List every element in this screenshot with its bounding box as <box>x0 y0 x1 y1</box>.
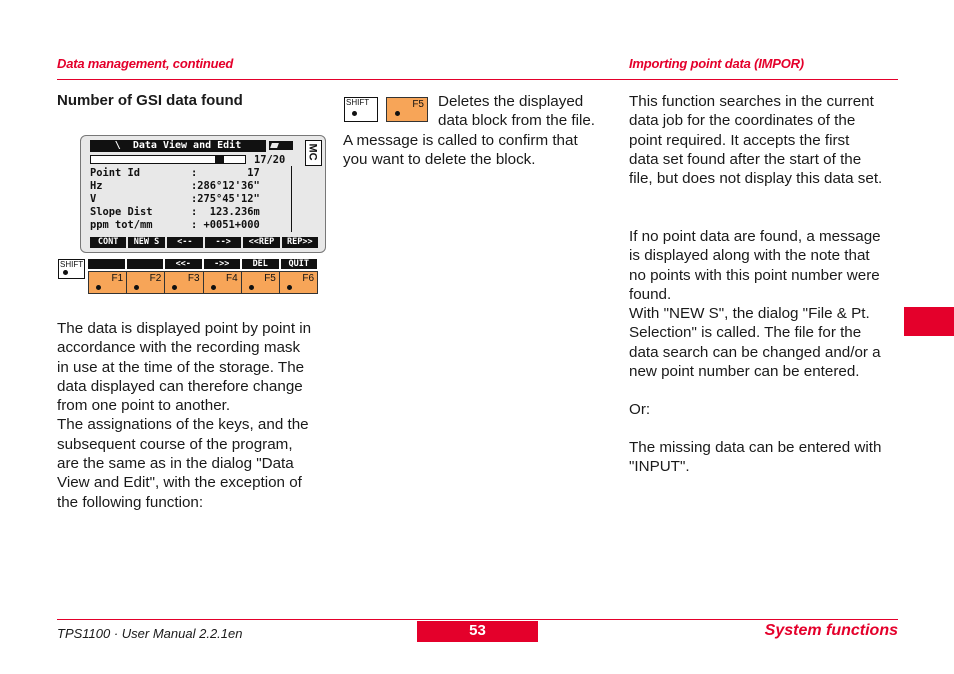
f5-label: F5 <box>264 273 276 284</box>
display-divider <box>291 166 292 232</box>
softkey-rep-fwd[interactable]: REP>> <box>282 237 318 248</box>
key-dot-icon <box>249 285 254 290</box>
shift-label-5: DEL <box>242 259 279 269</box>
shift-key-label: SHIFT <box>346 98 370 107</box>
key-dot-icon <box>172 285 177 290</box>
shift-label-4: ->> <box>204 259 241 269</box>
field-value: : 17 <box>191 167 260 179</box>
function-keys <box>88 271 317 294</box>
softkey-bar <box>90 237 318 248</box>
shift-key[interactable] <box>58 259 85 279</box>
f4-label: F4 <box>226 273 238 284</box>
text-line: Or: <box>629 401 651 418</box>
field-label: Point Id <box>90 167 141 179</box>
f1-key[interactable] <box>88 271 127 294</box>
text-line: new point number can be entered. <box>629 363 860 381</box>
scroll-indicator <box>90 155 246 164</box>
f2-label: F2 <box>149 273 162 284</box>
field-label: Slope Dist <box>90 206 153 218</box>
mode-badge <box>305 140 322 166</box>
text-line: The data is displayed point by point in <box>57 320 312 337</box>
text-line: are the same as in the dialog "Data <box>57 455 294 473</box>
page-number: 53 <box>469 622 486 639</box>
shift-label-3: <<- <box>165 259 202 269</box>
f5-key-label: F5 <box>412 99 424 110</box>
shift-key-inline <box>344 97 378 122</box>
text-line: no points with this point number were <box>629 266 880 284</box>
text-line: This function searches in the current <box>629 93 874 110</box>
field-label: Hz <box>90 180 103 192</box>
f4-key[interactable] <box>203 271 242 294</box>
shift-label-2 <box>127 259 164 269</box>
shift-key-label: SHIFT <box>60 260 84 269</box>
text-line: accordance with the recording mask <box>57 339 301 357</box>
scroll-thumb <box>215 156 224 163</box>
f3-key[interactable] <box>164 271 203 294</box>
key-dot-icon <box>134 285 139 290</box>
key-dot-icon <box>63 270 68 275</box>
running-header-left: Data management, continued <box>57 56 234 71</box>
field-label: ppm tot/mm <box>90 219 153 231</box>
f1-label: F1 <box>111 273 124 284</box>
record-counter: 17/20 <box>254 154 286 166</box>
footer-rule <box>57 619 898 620</box>
softkey-next[interactable]: --> <box>205 237 241 248</box>
text-line: the following function: <box>57 493 204 511</box>
field-value: :275°45'12" <box>191 193 260 205</box>
col3-paragraph-3 <box>629 400 909 419</box>
text-line: data displayed can therefore change <box>57 377 303 395</box>
f6-label: F6 <box>302 273 315 284</box>
text-line: you want to delete the block. <box>343 151 536 169</box>
softkey-prev[interactable]: <-- <box>167 237 203 248</box>
f6-key[interactable] <box>279 271 318 294</box>
field-label: V <box>90 193 97 205</box>
battery-icon <box>269 141 293 150</box>
text-line: Deletes the displayed <box>438 93 584 110</box>
section-heading: Number of GSI data found <box>57 92 243 109</box>
shift-label-6: QUIT <box>281 259 318 269</box>
text-line: data set found after the start of the <box>629 150 862 168</box>
field-value: : 123.236m <box>191 206 260 218</box>
instrument-display <box>80 135 326 253</box>
text-line: The missing data can be entered with <box>629 439 882 456</box>
footer-section-title: System functions <box>764 622 898 639</box>
text-line: data search can be changed and/or a <box>629 343 881 361</box>
f2-key[interactable] <box>126 271 165 294</box>
field-value: : +0051+000 <box>191 219 260 231</box>
col3-paragraph-2 <box>629 227 909 381</box>
text-line: "INPUT". <box>629 458 690 476</box>
text-line: subsequent course of the program, <box>57 435 293 453</box>
field-value: :286°12'36" <box>191 180 260 192</box>
softkey-new-s[interactable]: NEW S <box>128 237 164 248</box>
text-line: View and Edit", with the exception of <box>57 474 302 492</box>
col2-key-description <box>438 92 618 131</box>
text-line: found. <box>629 285 672 303</box>
col3-paragraph-1 <box>629 92 909 188</box>
text-line: data job for the coordinates of the <box>629 112 856 130</box>
text-line: Selection" is called. The file for the <box>629 324 862 342</box>
shift-label-1 <box>88 259 125 269</box>
key-dot-icon <box>211 285 216 290</box>
f5-key-inline <box>386 97 428 122</box>
header-rule <box>57 79 898 80</box>
f5-key[interactable] <box>241 271 280 294</box>
f3-label: F3 <box>187 273 200 284</box>
softkey-cont[interactable]: CONT <box>90 237 126 248</box>
chapter-tab-marker <box>904 307 954 336</box>
text-line: With "NEW S", the dialog "File & Pt. <box>629 305 870 323</box>
text-line: A message is called to confirm that <box>343 132 578 149</box>
display-title: \ Data View and Edit <box>90 140 266 152</box>
text-line: The assignations of the keys, and the <box>57 416 309 434</box>
text-line: file, but does not display this data set. <box>629 170 883 188</box>
text-line: is displayed along with the note that <box>629 247 870 265</box>
text-line: from one point to another. <box>57 397 231 415</box>
key-dot-icon <box>287 285 292 290</box>
key-dot-icon <box>395 111 400 116</box>
col3-paragraph-4 <box>629 438 909 477</box>
running-header-right: Importing point data (IMPOR) <box>629 56 804 71</box>
page-number-box <box>417 621 538 642</box>
text-line: data block from the file. <box>438 112 596 130</box>
col1-paragraph <box>57 319 332 512</box>
footer-manual-title: TPS1100 · User Manual 2.2.1en <box>57 626 243 641</box>
key-dot-icon <box>352 111 357 116</box>
text-line: point required. It accepts the first <box>629 131 850 149</box>
softkey-rep-back[interactable]: <<REP <box>243 237 279 248</box>
mode-badge-label: MC <box>306 143 319 161</box>
shift-function-labels <box>88 259 317 269</box>
col2-paragraph <box>343 131 623 170</box>
key-dot-icon <box>96 285 101 290</box>
text-line: in use at the time of the storage. The <box>57 358 305 376</box>
text-line: If no point data are found, a message <box>629 228 881 245</box>
